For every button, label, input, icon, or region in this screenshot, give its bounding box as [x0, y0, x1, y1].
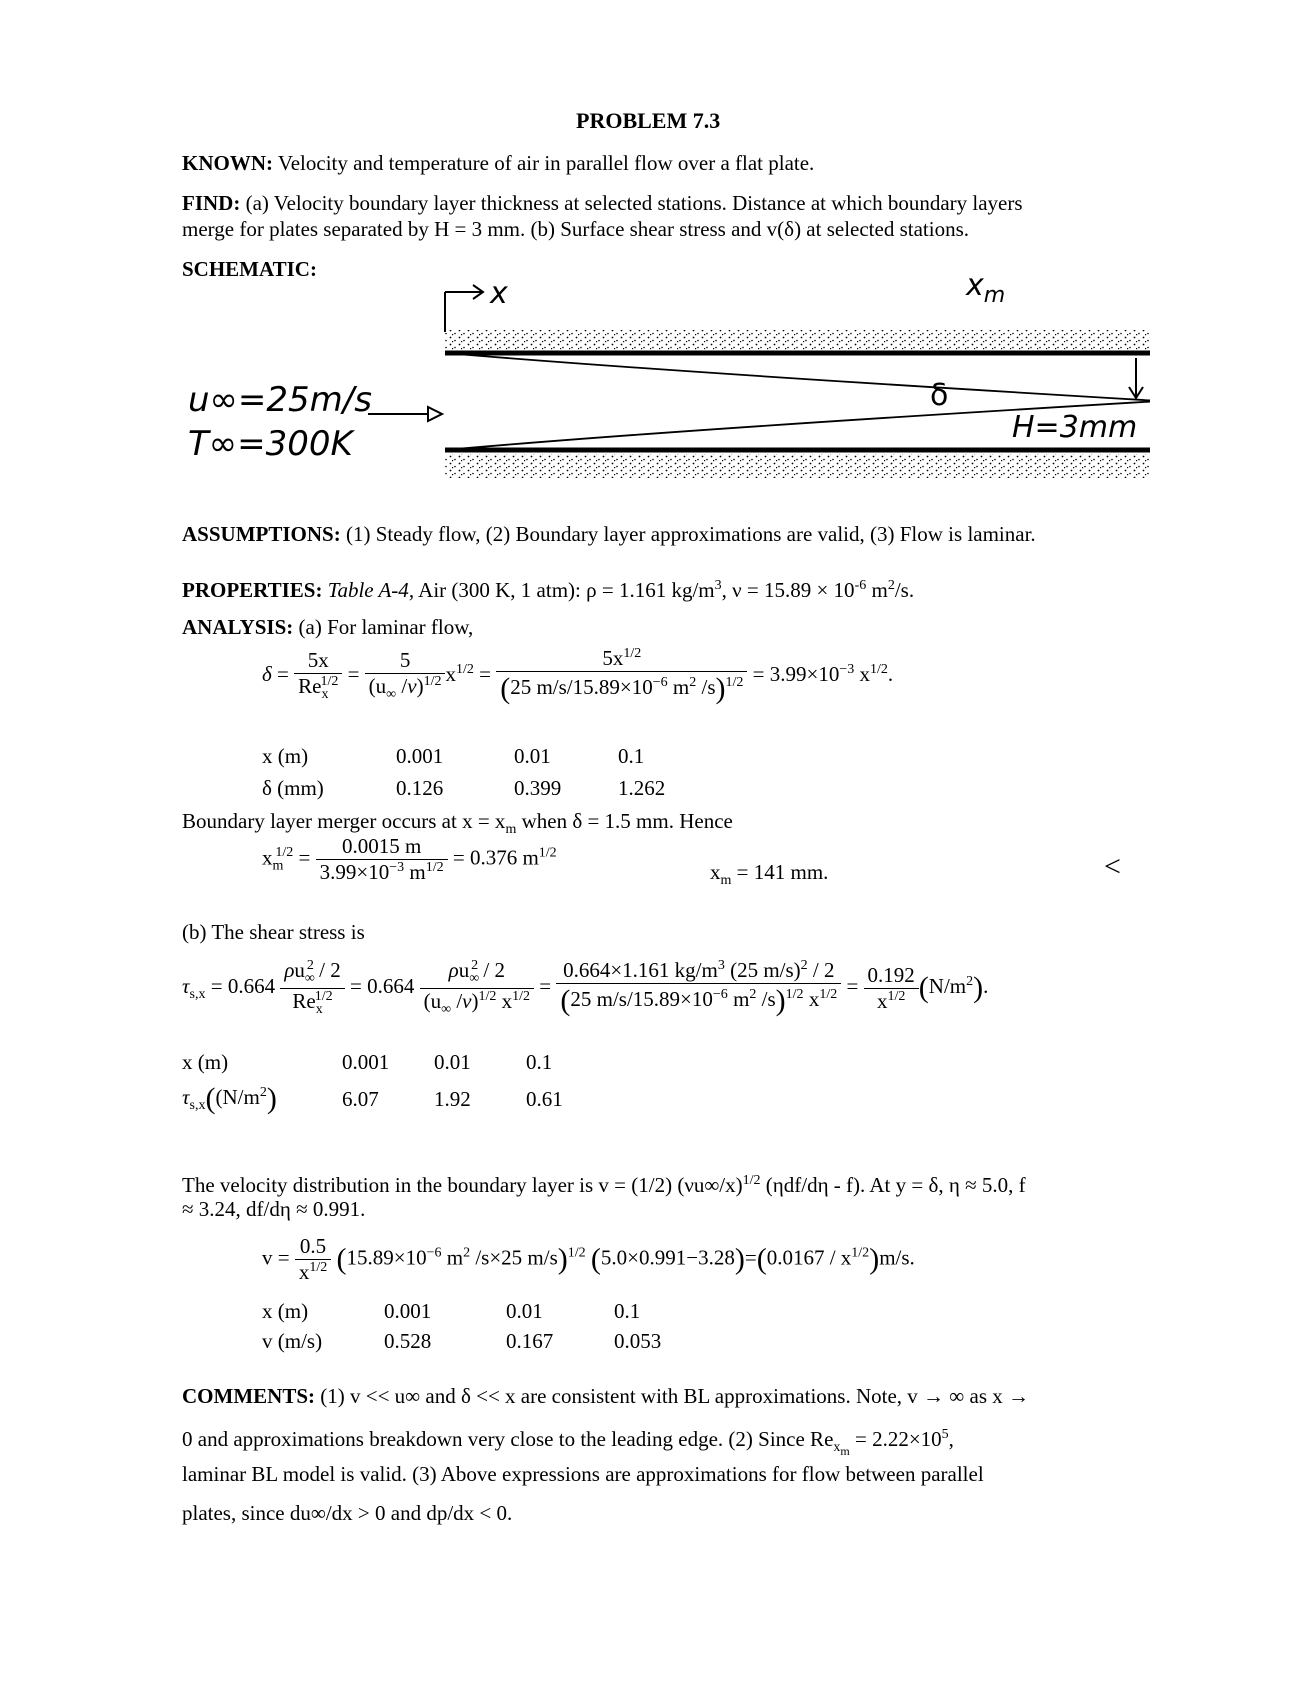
- find-text-1: (a) Velocity boundary layer thickness at selected stations. Distance at which boundary layers: [245, 191, 1023, 215]
- comments-line-2: 0 and approximations breakdown very close to the leading edge. (2) Since $Re_{x_m} = 2.22\times 10^5$,: [182, 1427, 954, 1458]
- delta-label: δ: [930, 378, 949, 413]
- top-plate-texture: [445, 330, 1150, 352]
- velocity-line-1: The velocity distribution in the boundary layer is v = (1/2) $(\nu u\infty/x)^{1/2}$ (ηdf/dη - f). At y = δ, η ≈ 5.0, f: [182, 1173, 1026, 1197]
- tau-equation: $\tau_{s,x} = 0.664$ $\frac{\rho u_\infty^2 / 2}{Re_x^{1/2}}$ = 0.664 $\frac{\rho u_\infty^2 / 2}{(u_\infty /\nu)^{1/2} x^{1/2}}$ = $\frac{0.664\times 1.161 kg/m^3 (25 m/s)^2 / 2}{(25 m/s/15.89\times 10^{-6} m^2 /s)^{1/2} x^{1/2}}$ = $\frac{0.192}{x^{1/2}}$ $(N/m^2)$.: [182, 958, 989, 1017]
- top-boundary-layer: [445, 353, 1150, 401]
- find-label: FIND:: [182, 191, 241, 215]
- comments-line-1: COMMENTS: (1) v << u∞ and δ << x are consistent with BL approximations. Note, v → ∞ as x →: [182, 1384, 1029, 1408]
- analysis-label: ANALYSIS:: [182, 615, 294, 639]
- analysis-intro: (a) For laminar flow,: [298, 615, 474, 639]
- find-line-2: merge for plates separated by H = 3 mm. (b) Surface shear stress and v(δ) at selected stations.: [182, 217, 970, 241]
- table-row: x (m) 0.001 0.01 0.1: [262, 743, 645, 768]
- xm-final: $x_m = 141$ mm.: [710, 860, 829, 889]
- analysis-line: [182, 614, 473, 640]
- table-row: x (m) 0.001 0.01 0.1: [182, 1049, 553, 1074]
- h-label: H=3mm: [1012, 410, 1138, 445]
- table-row: δ (mm) 0.126 0.399 1.262: [262, 775, 666, 800]
- part-b-line: (b) The shear stress is: [182, 920, 365, 944]
- assumptions-text: (1) Steady flow, (2) Boundary layer approximations are valid, (3) Flow is laminar.: [345, 522, 1036, 546]
- assumptions-label: ASSUMPTIONS:: [182, 522, 341, 546]
- velocity-line-2: ≈ 3.24, df/dη ≈ 0.991.: [182, 1197, 366, 1221]
- u-inf-label: u∞=25m/s: [188, 380, 372, 420]
- table-row: v (m/s) 0.528 0.167 0.053: [262, 1328, 662, 1353]
- xm-label: $x_m$: [966, 268, 1006, 308]
- comments-line-4: plates, since du∞/dx > 0 and dp/dx < 0.: [182, 1501, 513, 1525]
- properties-line: PROPERTIES: Table A-4, Air (300 K, 1 atm): ρ = 1.161 $kg/m^3$, $\nu = 15.89 \times 10^{-6}$ $m^2/s$.: [182, 578, 915, 602]
- xm-equation: $x_m^{1/2}$ = $\frac{0.0015 m}{3.99\times 10^{-3} m^{1/2}}$ = 0.376 $m^{1/2}$: [262, 834, 557, 884]
- page-title: PROBLEM 7.3: [576, 108, 721, 133]
- assumptions-line: [182, 521, 1036, 547]
- comments-line-3: laminar BL model is valid. (3) Above expressions are approximations for flow between parallel: [182, 1462, 984, 1486]
- properties-label: PROPERTIES:: [182, 578, 323, 602]
- merger-line: Boundary layer merger occurs at $x = x_m$ when δ = 1.5 mm. Hence: [182, 809, 733, 838]
- table-shear-stress: [182, 1045, 563, 1119]
- schematic-label: SCHEMATIC:: [182, 257, 317, 281]
- table-row: $\tau_{s,x}((N/m^2)$ 6.07 1.92 0.61: [182, 1082, 563, 1115]
- check-mark: <: [1104, 850, 1121, 883]
- flow-arrow: [368, 407, 442, 421]
- v-equation: v = $\frac{0.5}{x^{1/2}}$ ($15.89\times 10^{-6}$ $m^2$ /s×25 m/s)$^{1/2}$ $(5.0\times 0.991-3.28)=(0.0167 / x^{1/2})m/s$.: [262, 1234, 915, 1284]
- find-line-1: [182, 190, 1023, 216]
- known-text: Velocity and temperature of air in parallel flow over a flat plate.: [277, 151, 815, 175]
- properties-table-ref: Table A-4: [327, 578, 409, 602]
- bottom-plate-texture: [445, 454, 1150, 478]
- known-label: KNOWN:: [182, 151, 273, 175]
- delta-equation: δ = $\frac{5x}{Re_x^{1/2}}$ = $\frac{5}{(u_\infty /\nu)^{1/2}}$ $x^{1/2}$ = $\frac{5x^{1/2}}{(25 m/s/15.89\times 10^{-6} m^2 /s)^{1/2}}$ = $3.99\times 10^{-3}$ $x^{1/2}$.: [262, 646, 894, 705]
- table-delta: [262, 740, 665, 804]
- comments-label: COMMENTS:: [182, 1384, 315, 1408]
- table-velocity: [262, 1296, 661, 1356]
- x-axis-arrow: [445, 285, 483, 332]
- known-line: [182, 150, 814, 176]
- t-inf-label: T∞=300K: [188, 424, 353, 464]
- x-label: x: [490, 276, 508, 311]
- table-row: x (m) 0.001 0.01 0.1: [262, 1298, 641, 1323]
